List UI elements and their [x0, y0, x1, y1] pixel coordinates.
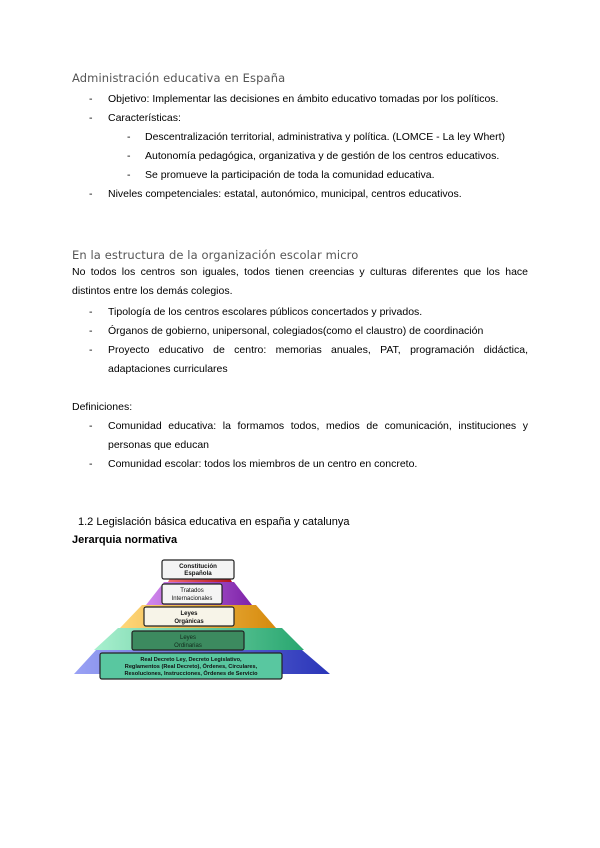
pyramid-label-3a: Leyes: [180, 611, 198, 617]
section-heading-estructura: En la estructura de la organización escolar micro: [72, 248, 359, 262]
pyramid-label-5a: Real Decreto Ley, Decreto Legislativo,: [140, 657, 242, 663]
list-item: Tipología de los centros escolares públicos concertados y privados.: [108, 306, 423, 318]
pyramid-label-4b: Ordinarias: [174, 643, 202, 649]
hierarchy-subtitle: Jerarquia normativa: [72, 534, 178, 546]
bullet-dash: -: [89, 112, 93, 124]
pyramid-label-3b: Orgánicas: [174, 619, 204, 625]
list-item: Comunidad educativa: la formamos todos, medios de comunicación, instituciones y personas que educan: [108, 420, 528, 451]
bullet-dash: -: [89, 188, 93, 200]
sub-list-item: Autonomía pedagógica, organizativa y de gestión de los centros educativos.: [145, 150, 500, 162]
list-item: Niveles competenciales: estatal, autonómico, municipal, centros educativos.: [108, 188, 462, 200]
section-heading-administracion: Administración educativa en España: [72, 71, 286, 85]
sub-list-item: Descentralización territorial, administrativa y política. (LOMCE - La ley Whert): [145, 131, 506, 143]
list-item: Órganos de gobierno, unipersonal, colegiados(como el claustro) de coordinación: [108, 325, 484, 337]
definitions-heading: Definiciones:: [72, 401, 133, 413]
legislation-title: 1.2 Legislación básica educativa en españa y catalunya: [78, 516, 350, 528]
bullet-dash: -: [89, 420, 93, 432]
pyramid-label-2b: Internacionales: [171, 596, 213, 602]
bullet-dash: -: [89, 458, 93, 470]
pyramid-label-5b: Reglamentos (Real Decreto), Órdenes, Circulares,: [124, 664, 258, 670]
list-item: Comunidad escolar: todos los miembros de un centro en concreto.: [108, 458, 418, 470]
pyramid-label-1a: Constitución: [179, 563, 217, 570]
bullet-dash: -: [89, 306, 93, 318]
bullet-dash: -: [89, 344, 93, 356]
pyramid-label-2a: Tratados: [180, 588, 204, 594]
list-item: Proyecto educativo de centro: memorias anuales, PAT, programación didáctica, adaptaciones curriculares: [108, 344, 528, 375]
pyramid-label-1b: Española: [184, 570, 212, 577]
bullet-dash: -: [127, 150, 131, 162]
sub-list-item: Se promueve la participación de toda la comunidad educativa.: [145, 169, 435, 181]
normative-pyramid: [72, 552, 334, 680]
list-item: Características:: [108, 112, 181, 124]
list-item: Objetivo: Implementar las decisiones en ámbito educativo tomadas por los políticos.: [108, 93, 499, 105]
pyramid-label-5c: Resoluciones, Instrucciones, Órdenes de Servicio: [124, 671, 258, 677]
bullet-dash: -: [127, 131, 131, 143]
bullet-dash: -: [89, 93, 93, 105]
pyramid-label-4a: Leyes: [179, 635, 197, 641]
intro-paragraph: No todos los centros son iguales, todos tienen creencias y culturas diferentes que los hace distintos entre los demás colegios.: [72, 266, 528, 297]
bullet-dash: -: [89, 325, 93, 337]
bullet-dash: -: [127, 169, 131, 181]
